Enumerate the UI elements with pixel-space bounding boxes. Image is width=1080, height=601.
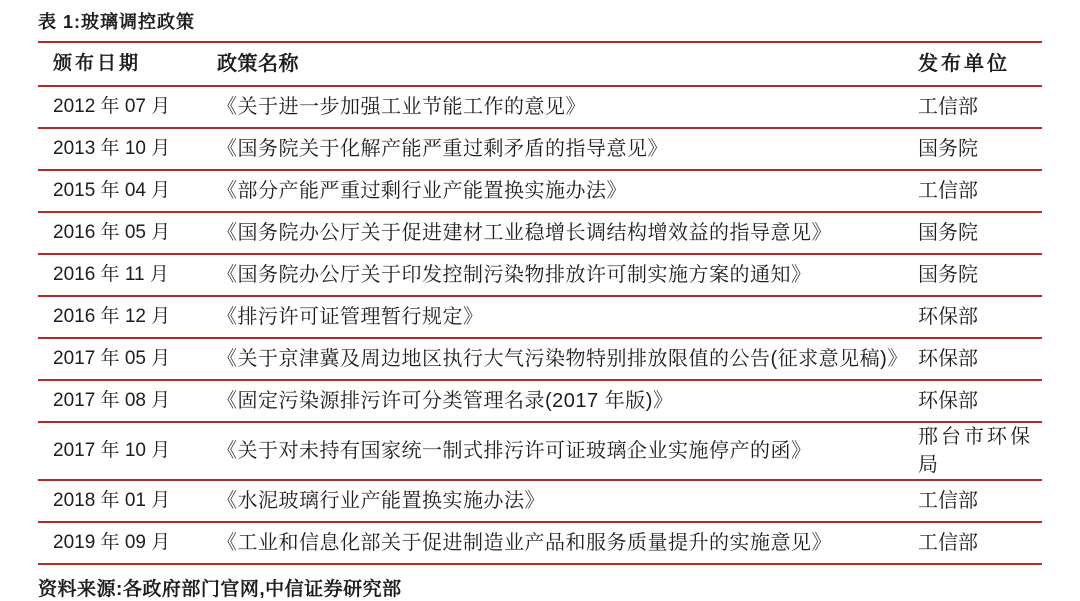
policy-publisher: 国务院 bbox=[918, 138, 978, 160]
policy-name: 《工业和信息化部关于促进制造业产品和服务质量提升的实施意见》 bbox=[217, 532, 832, 554]
policy-publisher: 环保部 bbox=[918, 306, 978, 328]
table-row bbox=[38, 381, 1042, 423]
table-row bbox=[38, 523, 1042, 565]
policy-publisher: 工信部 bbox=[918, 532, 978, 554]
table-row bbox=[38, 255, 1042, 297]
policy-date: 2013 年 10 月 bbox=[53, 137, 171, 159]
policy-publisher: 邢台市环保局 bbox=[918, 426, 1030, 476]
table-body bbox=[38, 87, 1042, 565]
header-publish-date: 颁布日期 bbox=[53, 52, 142, 74]
table-row bbox=[38, 129, 1042, 171]
policy-publisher: 环保部 bbox=[918, 390, 978, 412]
policy-date: 2017 年 05 月 bbox=[53, 347, 171, 369]
policy-publisher: 国务院 bbox=[918, 264, 978, 286]
table-title: 表 1:玻璃调控政策 bbox=[38, 12, 196, 32]
policy-date: 2012 年 07 月 bbox=[53, 95, 171, 117]
policy-date: 2018 年 01 月 bbox=[53, 489, 171, 511]
policy-date: 2015 年 04 月 bbox=[53, 179, 171, 201]
policy-publisher: 环保部 bbox=[918, 348, 978, 370]
policy-date: 2019 年 09 月 bbox=[53, 531, 171, 553]
policy-date: 2017 年 10 月 bbox=[53, 439, 171, 461]
policy-name: 《关于京津冀及周边地区执行大气污染物特别排放限值的公告(征求意见稿)》 bbox=[217, 348, 908, 370]
table-row bbox=[38, 87, 1042, 129]
table-row bbox=[38, 213, 1042, 255]
policy-publisher: 工信部 bbox=[918, 180, 978, 202]
table-row bbox=[38, 339, 1042, 381]
table-row bbox=[38, 297, 1042, 339]
policy-name: 《排污许可证管理暂行规定》 bbox=[217, 306, 484, 328]
policy-name: 《国务院办公厅关于促进建材工业稳增长调结构增效益的指导意见》 bbox=[217, 222, 832, 244]
policy-publisher: 国务院 bbox=[918, 222, 978, 244]
policy-table bbox=[38, 41, 1042, 565]
header-policy-name: 政策名称 bbox=[217, 53, 299, 75]
policy-name: 《水泥玻璃行业产能置换实施办法》 bbox=[217, 490, 545, 512]
policy-date: 2017 年 08 月 bbox=[53, 389, 171, 411]
policy-publisher: 工信部 bbox=[918, 96, 978, 118]
table-row bbox=[38, 423, 1042, 481]
policy-publisher: 工信部 bbox=[918, 490, 978, 512]
table-row bbox=[38, 171, 1042, 213]
header-publisher: 发布单位 bbox=[918, 53, 1010, 75]
policy-date: 2016 年 12 月 bbox=[53, 305, 171, 327]
policy-name: 《关于对未持有国家统一制式排污许可证玻璃企业实施停产的函》 bbox=[217, 440, 812, 462]
policy-date: 2016 年 11 月 bbox=[53, 263, 169, 285]
policy-date: 2016 年 05 月 bbox=[53, 221, 171, 243]
policy-name: 《国务院关于化解产能严重过剩矛盾的指导意见》 bbox=[217, 138, 668, 160]
policy-name: 《国务院办公厅关于印发控制污染物排放许可制实施方案的通知》 bbox=[217, 264, 812, 286]
policy-name: 《关于进一步加强工业节能工作的意见》 bbox=[217, 96, 586, 118]
policy-name: 《固定污染源排污许可分类管理名录(2017 年版)》 bbox=[217, 390, 674, 412]
table-row bbox=[38, 481, 1042, 523]
source-note: 资料来源:各政府部门官网,中信证券研究部 bbox=[38, 579, 402, 600]
table-header-row bbox=[38, 43, 1042, 87]
policy-name: 《部分产能严重过剩行业产能置换实施办法》 bbox=[217, 180, 627, 202]
